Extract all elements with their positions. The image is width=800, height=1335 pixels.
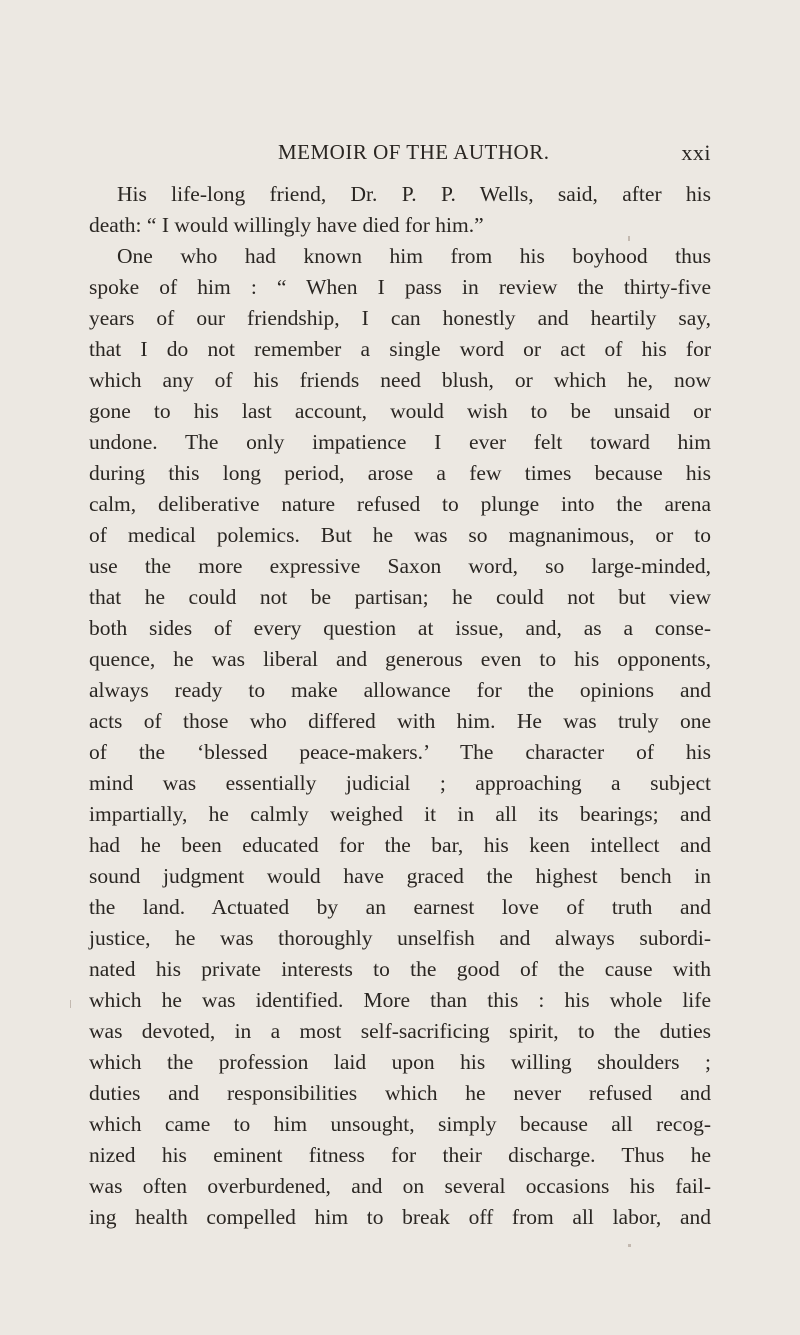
- text-line: death: “ I would willingly have died for him.”: [89, 213, 484, 237]
- text-line: years of our friendship, I can honestly and heartily say,: [89, 306, 711, 330]
- paper-speck: [628, 1244, 631, 1247]
- text-line: undone. The only impatience I ever felt toward him: [89, 430, 711, 454]
- text-line: which came to him unsought, simply because all recog-: [89, 1112, 711, 1136]
- text-line: use the more expressive Saxon word, so large-minded,: [89, 554, 711, 578]
- text-line: was often overburdened, and on several occasions his fail-: [89, 1174, 711, 1198]
- text-line: that he could not be partisan; he could not but view: [89, 585, 711, 609]
- paper-speck: [70, 1000, 71, 1008]
- running-head: [89, 140, 711, 168]
- text-line: acts of those who differed with him. He was truly one: [89, 709, 711, 733]
- text-line: quence, he was liberal and generous even to his opponents,: [89, 647, 711, 671]
- text-line: both sides of every question at issue, and, as a conse-: [89, 616, 711, 640]
- text-line: of medical polemics. But he was so magnanimous, or to: [89, 523, 711, 547]
- text-line: calm, deliberative nature refused to plunge into the arena: [89, 492, 711, 516]
- text-line: ing health compelled him to break off from all labor, and: [89, 1205, 711, 1229]
- text-line: nized his eminent fitness for their discharge. Thus he: [89, 1143, 711, 1167]
- text-line: One who had known him from his boyhood thus: [117, 244, 711, 268]
- text-line: gone to his last account, would wish to be unsaid or: [89, 399, 711, 423]
- page-number: xxi: [681, 140, 711, 165]
- text-line: the land. Actuated by an earnest love of truth and: [89, 895, 711, 919]
- text-line: of the ‘blessed peace-makers.’ The character of his: [89, 740, 711, 764]
- paper-speck: [628, 236, 630, 241]
- text-line: mind was essentially judicial ; approaching a subject: [89, 771, 711, 795]
- text-line: which any of his friends need blush, or which he, now: [89, 368, 711, 392]
- text-line: duties and responsibilities which he never refused and: [89, 1081, 711, 1105]
- text-line: which he was identified. More than this : his whole life: [89, 988, 711, 1012]
- text-line: during this long period, arose a few times because his: [89, 461, 711, 485]
- text-line: His life-long friend, Dr. P. P. Wells, said, after his: [117, 182, 711, 206]
- text-line: spoke of him : “ When I pass in review the thirty-five: [89, 275, 711, 299]
- text-line: which the profession laid upon his willing shoulders ;: [89, 1050, 711, 1074]
- text-line: had he been educated for the bar, his keen intellect and: [89, 833, 711, 857]
- text-line: was devoted, in a most self-sacrificing spirit, to the duties: [89, 1019, 711, 1043]
- text-line: impartially, he calmly weighed it in all its bearings; and: [89, 802, 711, 826]
- running-head-title: MEMOIR OF THE AUTHOR.: [278, 140, 550, 164]
- text-line: nated his private interests to the good of the cause with: [89, 957, 711, 981]
- text-line: sound judgment would have graced the highest bench in: [89, 864, 711, 888]
- body-text: [89, 179, 711, 1233]
- text-line: that I do not remember a single word or act of his for: [89, 337, 711, 361]
- text-line: always ready to make allowance for the opinions and: [89, 678, 711, 702]
- text-line: justice, he was thoroughly unselfish and always subordi-: [89, 926, 711, 950]
